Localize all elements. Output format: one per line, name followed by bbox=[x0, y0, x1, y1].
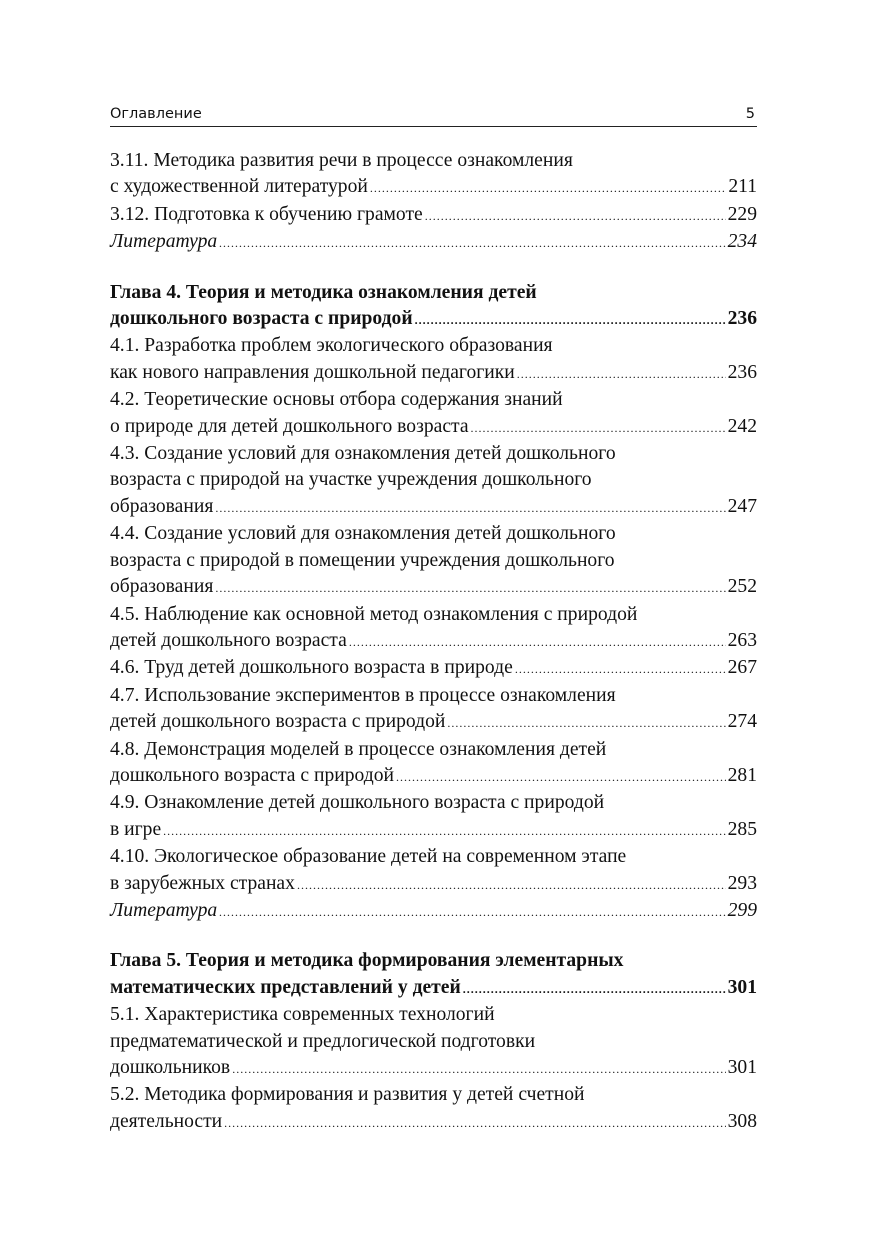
toc-chapter-entry[interactable] bbox=[110, 280, 757, 334]
toc-literature-entry[interactable] bbox=[110, 898, 757, 925]
table-of-contents bbox=[110, 148, 757, 1136]
toc-entry-last-line bbox=[110, 1109, 757, 1136]
toc-section-entry[interactable] bbox=[110, 844, 757, 898]
toc-page-number: 242 bbox=[727, 415, 757, 437]
dot-leader bbox=[219, 230, 725, 256]
toc-section-entry[interactable] bbox=[110, 602, 757, 656]
toc-entry-line: дошкольного возраста с природой bbox=[110, 764, 395, 786]
dot-leader bbox=[471, 415, 726, 441]
toc-entry-line: Глава 5. Теория и методика формирования элементарных bbox=[110, 950, 624, 972]
toc-page-number: 263 bbox=[727, 629, 757, 651]
toc-entry-line: 4.8. Демонстрация моделей в процессе ознакомления детей bbox=[110, 738, 607, 760]
dot-leader bbox=[425, 203, 726, 229]
toc-entry-line: 4.9. Ознакомление детей дошкольного возраста с природой bbox=[110, 792, 605, 814]
toc-entry-line: 5.2. Методика формирования и развития у детей счетной bbox=[110, 1084, 585, 1106]
toc-entry-last-line bbox=[110, 763, 757, 790]
toc-section-entry[interactable] bbox=[110, 683, 757, 737]
toc-entry-line: Глава 4. Теория и методика ознакомления детей bbox=[110, 281, 537, 303]
toc-entry-line: 4.7. Использование экспериментов в процессе ознакомления bbox=[110, 684, 616, 706]
group-gap bbox=[110, 925, 757, 948]
toc-page-number: 308 bbox=[727, 1110, 757, 1132]
toc-section-entry[interactable] bbox=[110, 790, 757, 844]
toc-entry-line: детей дошкольного возраста bbox=[110, 629, 347, 651]
dot-leader bbox=[349, 629, 726, 655]
toc-page-number: 267 bbox=[727, 657, 757, 679]
toc-page-number: 229 bbox=[727, 203, 757, 225]
toc-entry-line: возраста с природой на участке учреждения дошкольного bbox=[110, 469, 592, 491]
toc-page-number: 299 bbox=[727, 899, 757, 921]
toc-section-entry[interactable] bbox=[110, 521, 757, 601]
toc-entry-last-line bbox=[110, 360, 757, 387]
toc-page bbox=[110, 100, 757, 1136]
toc-literature-entry[interactable] bbox=[110, 229, 757, 256]
toc-page-number: 236 bbox=[727, 308, 757, 330]
toc-entry-line: математических представлений у детей bbox=[110, 976, 461, 998]
toc-entry-last-line bbox=[110, 229, 757, 256]
toc-entry-last-line bbox=[110, 655, 757, 682]
dot-leader bbox=[163, 818, 725, 844]
dot-leader bbox=[415, 307, 726, 333]
dot-leader bbox=[224, 1110, 725, 1136]
toc-entry-last-line bbox=[110, 174, 757, 201]
running-header bbox=[110, 100, 757, 127]
toc-page-number: 293 bbox=[727, 872, 757, 894]
toc-page-number: 274 bbox=[727, 711, 757, 733]
toc-entry-line: 4.5. Наблюдение как основной метод ознакомления с природой bbox=[110, 603, 638, 625]
toc-chapter-entry[interactable] bbox=[110, 948, 757, 1002]
toc-entry-line: в игре bbox=[110, 818, 162, 840]
toc-entry-last-line bbox=[110, 202, 757, 229]
group-gap bbox=[110, 257, 757, 280]
toc-entry-line: Литература bbox=[110, 231, 218, 253]
dot-leader bbox=[297, 872, 726, 898]
toc-entry-line: предматематической и предлогической подготовки bbox=[110, 1030, 536, 1052]
toc-entry-line: Литература bbox=[110, 899, 218, 921]
dot-leader bbox=[370, 175, 726, 201]
toc-entry-last-line bbox=[110, 414, 757, 441]
toc-section-entry[interactable] bbox=[110, 655, 757, 682]
toc-entry-line: 4.3. Создание условий для ознакомления детей дошкольного bbox=[110, 443, 616, 465]
toc-section-entry[interactable] bbox=[110, 202, 757, 229]
toc-entry-last-line bbox=[110, 817, 757, 844]
toc-entry-line: 4.6. Труд детей дошкольного возраста в природе bbox=[110, 657, 513, 679]
toc-section-entry[interactable] bbox=[110, 148, 757, 202]
toc-page-number: 211 bbox=[728, 176, 757, 198]
dot-leader bbox=[232, 1056, 725, 1082]
toc-entry-last-line bbox=[110, 1055, 757, 1082]
toc-entry-line: деятельности bbox=[110, 1110, 223, 1132]
toc-entry-line: в зарубежных странах bbox=[110, 872, 295, 894]
toc-entry-last-line bbox=[110, 628, 757, 655]
toc-entry-last-line bbox=[110, 871, 757, 898]
dot-leader bbox=[396, 764, 726, 790]
toc-section-entry[interactable] bbox=[110, 1002, 757, 1082]
toc-entry-line: дошкольников bbox=[110, 1057, 231, 1078]
toc-page-number: 301 bbox=[727, 1057, 757, 1078]
toc-entry-line: детей дошкольного возраста с природой bbox=[110, 711, 446, 733]
toc-page-number: 301 bbox=[727, 976, 757, 998]
toc-entry-line: 4.10. Экологическое образование детей на современном этапе bbox=[110, 846, 627, 868]
dot-leader bbox=[463, 976, 726, 1002]
toc-entry-line: о природе для детей дошкольного возраста bbox=[110, 415, 469, 437]
toc-section-entry[interactable] bbox=[110, 1082, 757, 1136]
toc-page-number: 234 bbox=[727, 231, 757, 253]
toc-entry-line: 4.2. Теоретические основы отбора содержания знаний bbox=[110, 389, 563, 411]
toc-entry-line: 3.12. Подготовка к обучению грамоте bbox=[110, 203, 423, 225]
toc-entry-last-line bbox=[110, 975, 757, 1002]
toc-entry-last-line bbox=[110, 709, 757, 736]
toc-entry-line: дошкольного возраста с природой bbox=[110, 308, 413, 330]
toc-entry-line: 4.1. Разработка проблем экологического образования bbox=[110, 335, 553, 357]
toc-entry-line: 4.4. Создание условий для ознакомления детей дошкольного bbox=[110, 523, 616, 545]
toc-entry-line: с художественной литературой bbox=[110, 176, 368, 198]
toc-entry-line: как нового направления дошкольной педагогики bbox=[110, 361, 515, 383]
dot-leader bbox=[517, 361, 726, 387]
toc-entry-line: образования bbox=[110, 495, 214, 517]
toc-section-entry[interactable] bbox=[110, 387, 757, 441]
toc-page-number: 252 bbox=[727, 576, 757, 598]
dot-leader bbox=[215, 495, 725, 521]
toc-entry-line: образования bbox=[110, 576, 214, 598]
header-title: Оглавление bbox=[110, 106, 202, 122]
toc-section-entry[interactable] bbox=[110, 441, 757, 521]
toc-section-entry[interactable] bbox=[110, 737, 757, 791]
dot-leader bbox=[447, 710, 725, 736]
toc-entry-line: возраста с природой в помещении учреждения дошкольного bbox=[110, 549, 615, 571]
toc-page-number: 285 bbox=[727, 818, 757, 840]
toc-page-number: 236 bbox=[727, 361, 757, 383]
toc-entry-last-line bbox=[110, 306, 757, 333]
toc-section-entry[interactable] bbox=[110, 333, 757, 387]
toc-page-number: 247 bbox=[727, 495, 757, 517]
toc-entry-last-line bbox=[110, 898, 757, 925]
toc-entry-last-line bbox=[110, 494, 757, 521]
toc-entry-line: 3.11. Методика развития речи в процессе ознакомления bbox=[110, 150, 573, 171]
toc-page-number: 281 bbox=[727, 764, 757, 786]
dot-leader bbox=[515, 656, 726, 682]
toc-entry-last-line bbox=[110, 574, 757, 601]
toc-entry-line: 5.1. Характеристика современных технологий bbox=[110, 1004, 495, 1026]
header-page-number: 5 bbox=[745, 106, 755, 122]
dot-leader bbox=[219, 899, 725, 925]
dot-leader bbox=[215, 575, 725, 601]
